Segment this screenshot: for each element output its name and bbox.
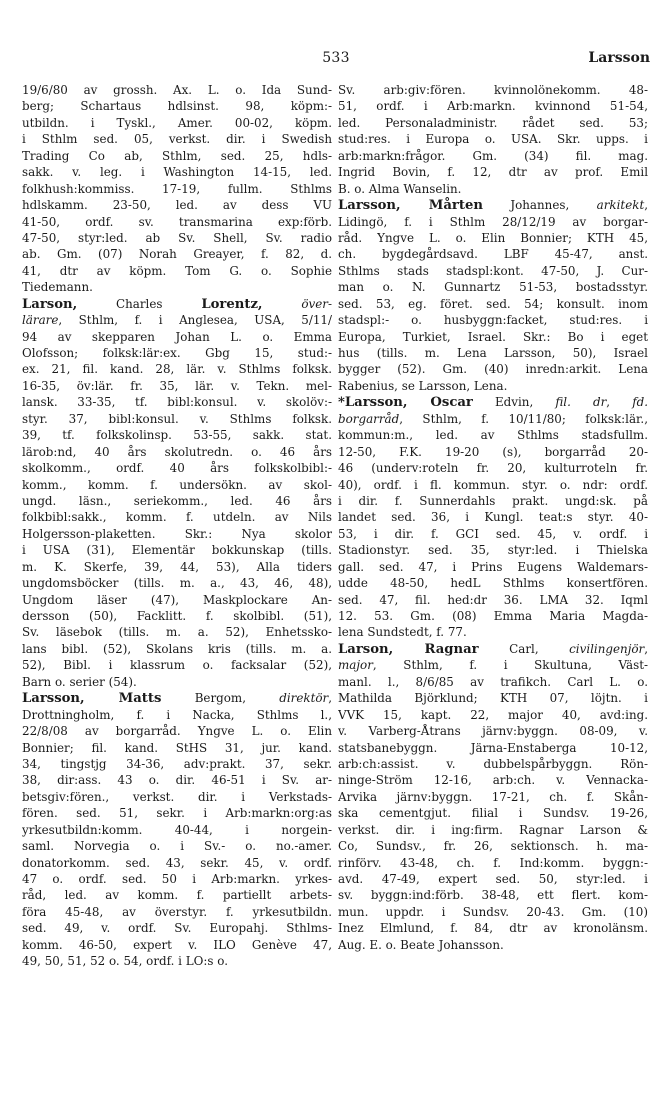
text-line: Barn o. serier (54).: [22, 674, 137, 689]
text-line: arb:markn:frågor. Gm. (34) fil. mag.: [338, 148, 648, 163]
text-line: kommun:m., led. av Sthlms stadsfullm.: [338, 428, 648, 443]
text-line: sed. 47, fil. hed:dr 36. LMA 32. Iqml: [338, 592, 648, 607]
text-line: sv. byggn:ind:förb. 38-48, ett flert. kom-: [338, 888, 648, 903]
text-line: Sthlms stads stadspl:kont. 47-50, J. Cur-: [338, 263, 648, 278]
text-line: B. o. Alma Wanselin.: [338, 181, 462, 196]
text-line: Ungdom läser (47), Maskplockare An-: [22, 592, 332, 607]
text-line: udde 48-50, hedL Sthlms konsertfören.: [338, 576, 648, 591]
entry-heading-line: Larson, Ragnar Carl, civilingenjör,: [338, 641, 648, 657]
text-line: 41, dtr av köpm. Tom G. o. Sophie: [22, 263, 332, 278]
text-line: Co, Sundsv., fr. 26, sektionsch. h. ma-: [338, 839, 648, 854]
text-line: lärob:nd, 40 års skolutredn. o. 46 års: [22, 444, 332, 459]
text-line: ex. 21, fil. kand. 28, lär. v. Sthlms folksk.: [22, 362, 332, 377]
text-line: lansk. 33-35, tf. bibl:konsul. v. skolöv:-: [22, 395, 332, 410]
text-line: 22/8/08 av borgarråd. Yngve L. o. Elin: [22, 724, 332, 739]
text-line: 12. 53. Gm. (08) Emma Maria Magda-: [338, 609, 648, 623]
text-line: Stadionstyr. sed. 35, styr:led. i Thielska: [338, 543, 648, 558]
text-line: lans bibl. (52), Skolans kris (tills. m. a.: [22, 641, 332, 656]
text-line: dersson (50), Facklitt. f. skolbibl. (51),: [22, 609, 332, 623]
text-line: led. Personaladministr. rådet sed. 53;: [338, 115, 648, 130]
text-line: landet sed. 36, i Kungl. teat:s styr. 40-: [338, 510, 648, 525]
text-line: major, Sthlm, f. i Skultuna, Väst-: [338, 658, 648, 673]
text-line: mun. uppdr. i Sundsv. 20-43. Gm. (10): [338, 904, 648, 919]
text-line: 46 (underv:roteln fr. 20, kulturroteln fr.: [338, 461, 648, 476]
text-line: borgarråd, Sthlm, f. 10/11/80; folksk:lär.,: [338, 411, 648, 426]
text-line: Inez Elmlund, f. 84, dtr av kronolänsm.: [338, 921, 648, 936]
text-line: avd. 47-49, expert sed. 50, styr:led. i: [338, 872, 648, 886]
text-line: Drottningholm, f. i Nacka, Sthlms l.,: [22, 707, 332, 722]
text-line: Bonnier; fil. kand. StHS 31, jur. kand.: [22, 740, 332, 755]
text-line: Olofsson; folksk:lär:ex. Gbg 15, stud:-: [22, 346, 332, 360]
text-line: skolkomm., ordf. 40 års folkskolbibl:-: [22, 461, 332, 476]
text-line: sakk. v. leg. i Washington 14-15, led.: [22, 165, 332, 180]
text-line: 47 o. ordf. sed. 50 i Arb:markn. yrkes-: [22, 872, 332, 886]
page-number: 533: [322, 50, 350, 66]
right-column: [338, 82, 648, 953]
text-line: yrkesutbildn:komm. 40-44, i norgein-: [22, 822, 332, 837]
text-line: 94 av skepparen Johan L. o. Emma: [22, 329, 332, 344]
text-line: stud:res. i Europa o. USA. Skr. upps. i: [338, 132, 648, 147]
text-line: sed. 49, v. ordf. Sv. Europahj. Sthlms-: [22, 921, 332, 936]
text-line: fören. sed. 51, sekr. i Arb:markn:org:as: [22, 806, 332, 821]
text-line: folkbibl:sakk., komm. f. utdeln. av Nils: [22, 510, 332, 525]
text-line: statsbanebyggn. Järna-Enstaberga 10-12,: [338, 740, 648, 755]
text-line: Mathilda Björklund; KTH 07, löjtn. i: [338, 691, 648, 706]
text-line: Holgersson-plaketten. Skr.: Nya skolor: [22, 526, 332, 541]
text-line: v. Varberg-Åtrans järnv:byggn. 08-09, v.: [338, 724, 648, 739]
text-line: VVK 15, kapt. 22, major 40, avd:ing.: [338, 707, 648, 722]
running-head: Larsson: [588, 50, 650, 66]
text-line: Trading Co ab, Sthlm, sed. 25, hdls-: [22, 148, 332, 163]
text-line: komm., komm. f. undersökn. av skol-: [22, 477, 332, 492]
text-line: Ingrid Bovin, f. 12, dtr av prof. Emil: [338, 165, 648, 180]
text-line: i dir. f. Sunnerdahls prakt. ungd:sk. på: [338, 493, 648, 508]
text-line: ungd. läsn., seriekomm., led. 46 års: [22, 493, 332, 508]
text-line: Lidingö, f. i Sthlm 28/12/19 av borgar-: [338, 214, 648, 229]
text-line: donatorkomm. sed. 43, sekr. 45, v. ordf.: [22, 855, 332, 870]
text-line: 41-50, ordf. sv. transmarina exp:förb.: [22, 214, 332, 229]
entry-heading-line: Larsson, Matts Bergom, direktör,: [22, 691, 332, 707]
text-line: rinförv. 43-48, ch. f. Ind:komm. byggn:-: [338, 855, 648, 870]
text-line: komm. 46-50, expert v. ILO Genève 47,: [22, 937, 332, 952]
text-line: i Sthlm sed. 05, verkst. dir. i Swedish: [22, 132, 332, 147]
text-line: 16-35, öv:lär. fr. 35, lär. v. Tekn. mel-: [22, 378, 332, 393]
text-line: hdlskamm. 23-50, led. av dess VU: [22, 198, 332, 213]
text-line: man o. N. Gunnartz 51-53, bostadsstyr.: [338, 280, 648, 295]
text-line: ninge-Ström 12-16, arb:ch. v. Vennacka-: [338, 773, 648, 788]
text-line: 19/6/80 av grossh. Ax. L. o. Ida Sund-: [22, 83, 332, 97]
text-line: 40), ordf. i fl. kommun. styr. o. ndr: ordf.: [338, 477, 648, 492]
text-line: i USA (31), Elementär bokkunskap (tills.: [22, 543, 332, 558]
text-line: Rabenius, se Larsson, Lena.: [338, 378, 508, 393]
text-line: betsgiv:fören., verkst. dir. i Verkstads-: [22, 789, 332, 804]
text-line: ska cementgjut. filial i Sundsv. 19-26,: [338, 806, 648, 821]
text-line: Aug. E. o. Beate Johansson.: [338, 937, 504, 952]
text-line: 12-50, F.K. 19-20 (s), borgarråd 20-: [338, 444, 648, 459]
text-line: ungdomsböcker (tills. m. a., 43, 46, 48),: [22, 576, 332, 591]
text-line: 47-50, styr:led. ab Sv. Shell, Sv. radio: [22, 230, 332, 245]
text-line: Arvika järnv:byggn. 17-21, ch. f. Skån-: [338, 789, 648, 804]
text-line: Tiedemann.: [22, 280, 93, 295]
text-line: verkst. dir. i ing:firm. Ragnar Larson &: [338, 822, 648, 837]
text-line: Europa, Turkiet, Israel. Skr.: Bo i eget: [338, 329, 648, 344]
text-line: 53, i dir. f. GCI sed. 45, v. ordf. i: [338, 526, 648, 541]
text-line: Sv. arb:giv:fören. kvinnolönekomm. 48-: [338, 83, 648, 97]
text-line: 49, 50, 51, 52 o. 54, ordf. i LO:s o.: [22, 954, 229, 969]
text-line: bygger (52). Gm. (40) inredn:arkit. Lena: [338, 362, 648, 377]
entry-heading-line: *Larsson, Oscar Edvin, fil. dr, fd.: [338, 395, 648, 411]
text-line: råd, led. av komm. f. partiellt arbets-: [22, 888, 332, 903]
text-line: folkhush:kommiss. 17-19, fullm. Sthlms: [22, 181, 332, 196]
page-header: [22, 50, 650, 72]
text-line: ab. Gm. (07) Norah Greayer, f. 82, d.: [22, 247, 332, 262]
entry-heading-line: Larsson, Mårten Johannes, arkitekt,: [338, 198, 648, 214]
text-line: ch. bygdegårdsavd. LBF 45-47, anst.: [338, 247, 648, 262]
entry-heading-line: Larson, Charles Lorentz, över-: [22, 296, 332, 312]
text-line: arb:ch:assist. v. dubbelspårbyggn. Rön-: [338, 756, 648, 771]
text-line: stadspl:- o. husbyggn:facket, stud:res. i: [338, 313, 648, 328]
text-line: gall. sed. 47, i Prins Eugens Waldemars-: [338, 559, 648, 574]
text-line: 51, ordf. i Arb:markn. kvinnond 51-54,: [338, 99, 648, 114]
text-line: lärare, Sthlm, f. i Anglesea, USA, 5/11/: [22, 313, 332, 328]
text-line: manl. l., 8/6/85 av trafikch. Carl L. o.: [338, 674, 648, 689]
text-line: hus (tills. m. Lena Larsson, 50), Israel: [338, 346, 648, 360]
text-line: föra 45-48, av överstyr. f. yrkesutbildn.: [22, 904, 332, 919]
text-line: råd. Yngve L. o. Elin Bonnier; KTH 45,: [338, 230, 648, 245]
text-line: 52), Bibl. i klassrum o. facksalar (52),: [22, 658, 332, 673]
text-line: utbildn. i Tyskl., Amer. 00-02, köpm.: [22, 115, 332, 130]
text-line: sed. 53, eg. föret. sed. 54; konsult. inom: [338, 296, 648, 311]
text-line: 34, tingstjg 34-36, adv:prakt. 37, sekr.: [22, 756, 332, 771]
text-line: Sv. läsebok (tills. m. a. 52), Enhetssko-: [22, 625, 332, 640]
left-column: [22, 82, 332, 970]
text-line: lena Sundstedt, f. 77.: [338, 625, 467, 640]
text-line: berg; Schartaus hdlsinst. 98, köpm:-: [22, 99, 332, 114]
text-line: 38, dir:ass. 43 o. dir. 46-51 i Sv. ar-: [22, 773, 332, 788]
text-line: saml. Norvegia o. i Sv.- o. no.-amer.: [22, 839, 332, 854]
text-line: styr. 37, bibl:konsul. v. Sthlms folksk.: [22, 411, 332, 426]
text-line: 39, tf. folkskolinsp. 53-55, sakk. stat.: [22, 428, 332, 443]
text-line: m. K. Skerfe, 39, 44, 53), Alla tiders: [22, 559, 332, 574]
